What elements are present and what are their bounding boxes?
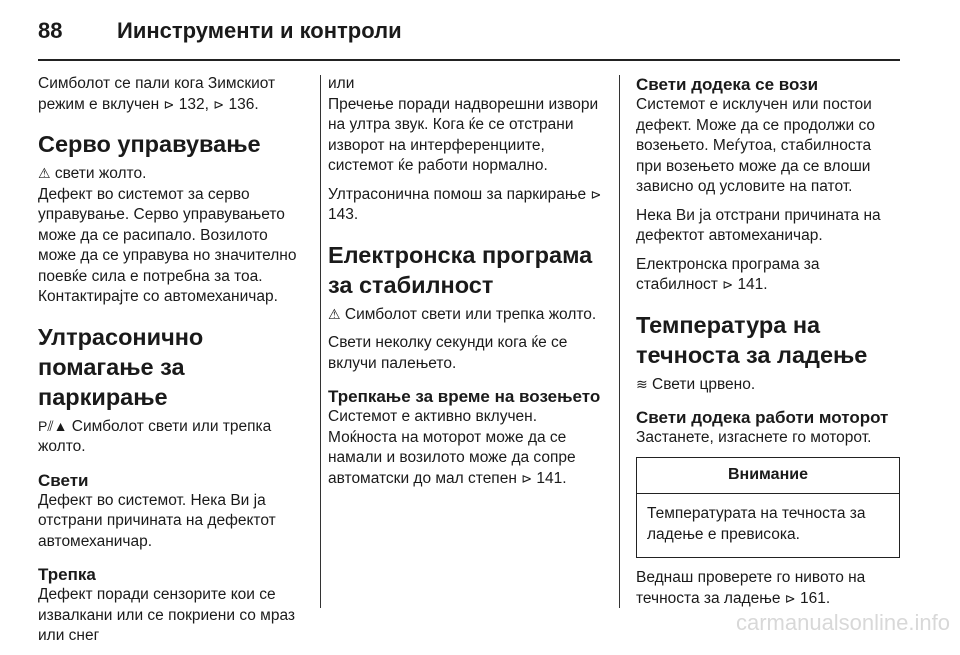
coolant-symbol-line: ≋ Свети црвено. bbox=[636, 375, 756, 393]
sveti-heading: Свети bbox=[38, 470, 89, 490]
column-divider-1 bbox=[320, 75, 321, 608]
column-2 bbox=[328, 74, 610, 497]
ili-text: или bbox=[328, 75, 355, 92]
warning-text: Температурата на течноста за ладење е превисока. bbox=[647, 505, 866, 543]
column-divider-2 bbox=[619, 75, 620, 608]
interference-text: Пречење поради надворешни извори на ултра звук. Кога ќе се отстрани изворот на интерференциите, системот ќе работи нормално. bbox=[328, 95, 599, 174]
arrow-ref-icon: ⊳ bbox=[590, 186, 602, 202]
esp-text: Свети неколку секунди кога ќе се вклучи палењето. bbox=[328, 334, 568, 372]
page-title: Иинструменти и контроли bbox=[117, 18, 402, 43]
esp-program-ref: Електронска програма за стабилност ⊳ 141. bbox=[636, 255, 820, 293]
steering-wheel-icon: ⚠ bbox=[38, 165, 51, 181]
arrow-ref-icon: ⊳ bbox=[521, 470, 533, 486]
header-rule bbox=[38, 59, 900, 61]
parking-heading: Ултрасонично помагање за паркирање bbox=[38, 323, 204, 410]
trepka-text: Дефект поради сензорите кои се извалкани или се покриени со мраз или снег bbox=[38, 586, 295, 644]
trepka-heading: Трепка bbox=[38, 565, 96, 584]
trepkanje-text-2: Моќноста на моторот може да се намали и возилото може да сопре автоматски до мал степен ⊳ 141. bbox=[328, 428, 576, 487]
column-1 bbox=[38, 74, 310, 655]
servo-heading: Серво управување bbox=[38, 131, 261, 157]
thermometer-icon: ≋ bbox=[636, 375, 648, 392]
esp-symbol-line: ⚠ Симболот свети или трепка жолто. bbox=[328, 305, 597, 323]
arrow-ref-icon: ⊳ bbox=[722, 277, 734, 292]
motor-heading: Свети додека работи моторот bbox=[636, 408, 889, 427]
watermark: carmanualsonline.info bbox=[735, 610, 950, 635]
neka-text: Нека Ви ја отстрани причината на дефектот автомеханичар. bbox=[636, 206, 881, 244]
column-3 bbox=[636, 74, 900, 617]
check-coolant-text: Веднаш проверете го нивото на течноста за ладење ⊳ 161. bbox=[636, 569, 866, 607]
parking-assist-icon: P⫽▲ bbox=[38, 417, 68, 434]
trepkanje-text-1: Системот е активно вклучен. bbox=[328, 408, 538, 425]
page-number: 88 bbox=[38, 18, 63, 43]
trepkanje-heading: Трепкање за време на возењето bbox=[328, 387, 601, 406]
vozi-text: Системот е исклучен или постои дефект. Може да се продолжи со возењето. Меѓутоа, стабилноста при возењето може да се влоши зависно од условите на патот. bbox=[636, 96, 876, 195]
vozi-heading: Свети додека се вози bbox=[636, 75, 819, 94]
intro-paragraph: Симболот се пали кога Зимскиот режим е вклучен ⊳ 132, ⊳ 136. bbox=[38, 75, 276, 113]
sveti-text: Дефект во системот. Нека Ви ја отстрани причината на дефектот автомеханичар. bbox=[38, 491, 276, 550]
coolant-heading: Температура на течноста за ладење bbox=[636, 311, 868, 368]
ultra-ref-text: Ултрасонична помош за паркирање ⊳ 143. bbox=[328, 185, 602, 223]
servo-text: Дефект во системот за серво управување. Серво управувањето може да се расипало. Возилото може да се управува но значително поевќе сила е потребна за тоа. Контактирајте со автомеханичар. bbox=[38, 185, 297, 305]
servo-symbol-line: ⚠ свети жолто. bbox=[38, 165, 147, 182]
arrow-ref-icon: ⊳ bbox=[163, 96, 175, 112]
warning-box bbox=[636, 457, 900, 559]
warning-title: Внимание bbox=[637, 458, 899, 495]
esp-heading: Електронска програма за стабилност bbox=[328, 241, 593, 298]
esp-car-icon: ⚠ bbox=[328, 305, 341, 322]
arrow-ref-icon: ⊳ bbox=[784, 590, 796, 606]
motor-text: Застанете, изгаснете го моторот. bbox=[636, 429, 872, 446]
parking-symbol-line: P⫽▲ Симболот свети или трепка жолто. bbox=[38, 417, 272, 455]
arrow-ref-icon: ⊳ bbox=[213, 96, 225, 112]
